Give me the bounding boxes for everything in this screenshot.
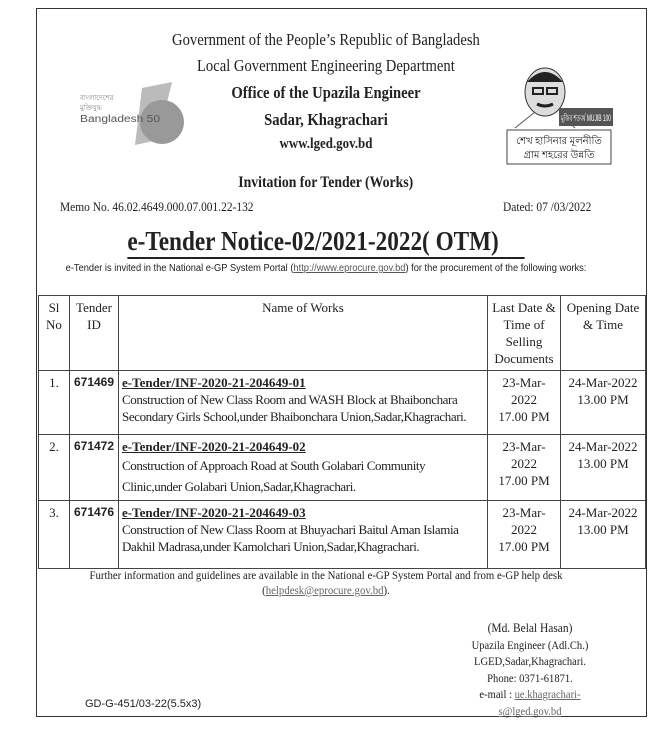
header-government: Government of the People’s Republic of Bangladesh — [172, 30, 480, 49]
helpdesk-email-link[interactable]: helpdesk@eprocure.gov.bd — [265, 583, 384, 597]
signatory-name: (Md. Belal Hasan) — [487, 620, 573, 635]
tender-ref[interactable]: e-Tender/INF-2020-21-204649-01 — [122, 375, 306, 390]
header-website[interactable]: www.lged.gov.bd — [279, 136, 373, 152]
invitation-heading: Invitation for Tender (Works) — [238, 174, 414, 191]
tender-ref[interactable]: e-Tender/INF-2020-21-204649-02 — [122, 439, 306, 454]
intro-text: e-Tender is invited in the National e-GP System Portal (http://www.eprocure.gov.bd) for the procurement of the following works: — [65, 263, 587, 274]
publication-code: GD-G-451/03-22(5.5x3) — [85, 698, 202, 710]
memo-number: Memo No. 46.02.4649.000.07.001.22-132 — [60, 199, 254, 214]
signatory-phone: Phone: 0371-61871. — [487, 670, 573, 685]
table-header-row — [39, 296, 646, 371]
left-logo-text: Bangladesh 50 — [80, 114, 161, 125]
notice-title: e-Tender Notice-02/2021-2022( OTM) — [0, 226, 652, 259]
header-location: Sadar, Khagrachari — [264, 110, 388, 129]
svg-text:মুক্তিযুদ্ধ: মুক্তিযুদ্ধ — [80, 104, 102, 112]
signatory-title: Upazila Engineer (Adl.Ch.) — [471, 637, 589, 652]
further-info: Further information and guidelines are available in the National e-GP System Portal and from e-GP help desk (helpdesk@eprocure.gov.bd). — [89, 568, 563, 597]
col-name: Name of Works — [119, 296, 488, 371]
email-link[interactable]: ue.khagrachari-s@lged.gov.bd — [498, 687, 581, 718]
eprocure-link[interactable]: http://www.eprocure.gov.bd — [293, 263, 406, 274]
table-row: 1. 671469 e-Tender/INF-2020-21-204649-01 Construction of New Class Room and WASH Block at Bhaibonchara Secondary Girls School,under Bhaibonchara Union,Sadar,Khagrachari. 23-Mar-2022 17.00 PM 24-Mar-2022 13.00 PM — [39, 371, 646, 435]
notice-date: Dated: 07 /03/2022 — [503, 199, 592, 214]
signatory-email: e-mail : ue.khagrachari-s@lged.gov.bd — [479, 687, 581, 718]
header-department: Local Government Engineering Department — [197, 56, 455, 75]
mujib-caption-1: শেখ হাসিনার মূলনীতি — [516, 136, 602, 147]
col-last-date: Last Date & Time of Selling Documents — [488, 296, 561, 371]
signatory-office: LGED,Sadar,Khagrachari. — [474, 654, 586, 668]
table-row: 2. 671472 e-Tender/INF-2020-21-204649-02 Construction of Approach Road at South Golabari Community Clinic,under Golabari Union,Sadar,Khagrachari. 23-Mar-2022 17.00 PM 24-Mar-2022 13.00 PM — [39, 435, 646, 501]
col-sl: Sl No — [39, 296, 70, 371]
svg-text:বাংলাদেশের: বাংলাদেশের — [80, 94, 114, 102]
header-office: Office of the Upazila Engineer — [231, 83, 421, 102]
col-tender-id: Tender ID — [70, 296, 119, 371]
tender-table — [38, 295, 646, 569]
col-opening-date: Opening Date & Time — [561, 296, 646, 371]
mujib-caption-2: গ্রাম শহরের উন্নতি — [523, 150, 595, 161]
right-logo-text: মুজিব শতবর্ষ MUJIB 100 — [560, 113, 611, 123]
tender-ref[interactable]: e-Tender/INF-2020-21-204649-03 — [122, 505, 306, 520]
table-row: 3. 671476 e-Tender/INF-2020-21-204649-03 Construction of New Class Room at Bhuyachari Baitul Aman Islamia Dakhil Madrasa,under Kamolchari Union,Sadar,Khagrachari. 23-Mar-2022 17.00 PM 24-Mar-2022 13.00 PM — [39, 501, 646, 569]
signature-block — [451, 620, 609, 719]
